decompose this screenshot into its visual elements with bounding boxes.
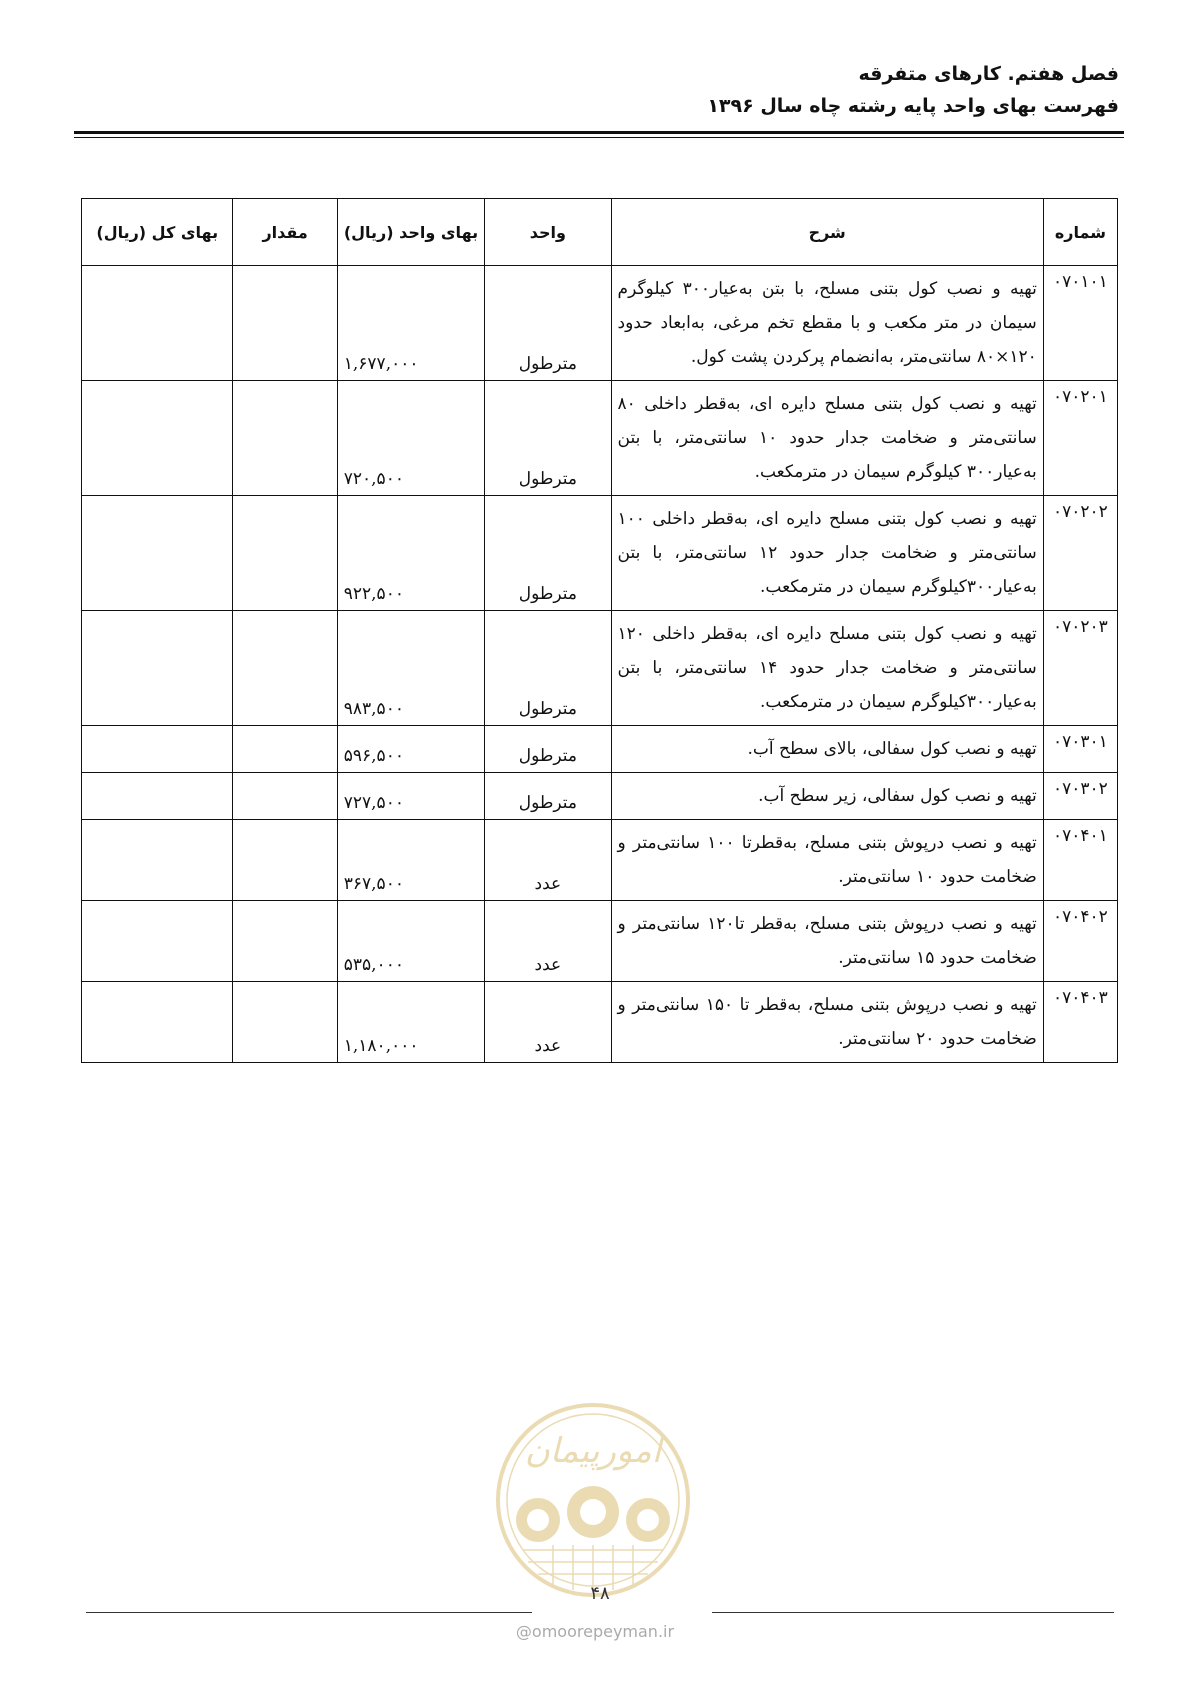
item-unit-price: ۵۹۶,۵۰۰ [337, 726, 484, 773]
item-unit-price: ۷۲۷,۵۰۰ [337, 773, 484, 820]
item-unit-price: ۵۳۵,۰۰۰ [337, 901, 484, 982]
site-watermark: @omoorepeyman.ir [515, 1622, 675, 1641]
chapter-title: فصل هفتم. کارهای متفرقه [858, 63, 1119, 85]
page-header [69, 58, 1119, 122]
table-row [82, 901, 1118, 982]
item-unit-price: ۹۸۳,۵۰۰ [337, 611, 484, 726]
item-unit: عدد [485, 820, 611, 901]
table-row [82, 611, 1118, 726]
item-number: ۰۷۰۴۰۳ [1043, 982, 1117, 1063]
item-number: ۰۷۰۴۰۱ [1043, 820, 1117, 901]
item-number: ۰۷۰۲۰۱ [1043, 381, 1117, 496]
table-header-row [82, 199, 1118, 266]
item-number: ۰۷۰۲۰۳ [1043, 611, 1117, 726]
item-unit: مترطول [485, 496, 611, 611]
column-header-description: شرح [611, 199, 1043, 266]
item-total-price [82, 820, 233, 901]
item-unit: عدد [485, 982, 611, 1063]
item-number: ۰۷۰۱۰۱ [1043, 266, 1117, 381]
column-header-unit-price: بهای واحد (ریال) [337, 199, 484, 266]
item-description: تهیه و نصب کول سفالی، زیر سطح آب. [611, 773, 1043, 820]
item-number: ۰۷۰۲۰۲ [1043, 496, 1117, 611]
item-quantity [233, 266, 337, 381]
column-header-number: شماره [1043, 199, 1117, 266]
item-description: تهیه و نصب درپوش بتنی مسلح، به‌قطرتا ۱۰۰ سانتی‌متر و ضخامت حدود ۱۰ سانتی‌متر. [611, 820, 1043, 901]
footer-rule-right [712, 1612, 1114, 1613]
item-total-price [82, 266, 233, 381]
item-description: تهیه و نصب کول بتنی مسلح دایره ای، به‌قطر داخلی ۸۰ سانتی‌متر و ضخامت جدار حدود ۱۰ سانتی‌متر، با بتن به‌عیار۳۰۰ کیلوگرم سیمان در مترمکعب. [611, 381, 1043, 496]
item-quantity [233, 381, 337, 496]
column-header-quantity: مقدار [233, 199, 337, 266]
item-number: ۰۷۰۳۰۲ [1043, 773, 1117, 820]
price-list-title: فهرست بهای واحد پایه رشته چاه سال ۱۳۹۶ [707, 95, 1119, 117]
table-row [82, 496, 1118, 611]
item-description: تهیه و نصب کول سفالی، بالای سطح آب. [611, 726, 1043, 773]
item-total-price [82, 381, 233, 496]
item-total-price [82, 901, 233, 982]
column-header-unit: واحد [485, 199, 611, 266]
item-number: ۰۷۰۴۰۲ [1043, 901, 1117, 982]
item-quantity [233, 496, 337, 611]
item-unit: مترطول [485, 773, 611, 820]
item-unit-price: ۷۲۰,۵۰۰ [337, 381, 484, 496]
footer-rule-left [86, 1612, 532, 1613]
table-row [82, 773, 1118, 820]
table-row [82, 726, 1118, 773]
header-rule-thick [74, 131, 1124, 134]
item-total-price [82, 982, 233, 1063]
item-quantity [233, 773, 337, 820]
item-unit: مترطول [485, 726, 611, 773]
item-quantity [233, 820, 337, 901]
item-unit-price: ۳۶۷,۵۰۰ [337, 820, 484, 901]
table-row [82, 982, 1118, 1063]
item-total-price [82, 496, 233, 611]
item-total-price [82, 611, 233, 726]
header-rule-thin [74, 137, 1124, 138]
item-description: تهیه و نصب درپوش بتنی مسلح، به‌قطر تا ۱۵۰ سانتی‌متر و ضخامت حدود ۲۰ سانتی‌متر. [611, 982, 1043, 1063]
item-unit-price: ۹۲۲,۵۰۰ [337, 496, 484, 611]
column-header-total-price: بهای کل (ریال) [82, 199, 233, 266]
item-number: ۰۷۰۳۰۱ [1043, 726, 1117, 773]
item-unit-price: ۱,۶۷۷,۰۰۰ [337, 266, 484, 381]
item-quantity [233, 982, 337, 1063]
item-description: تهیه و نصب کول بتنی مسلح دایره ای، به‌قطر داخلی ۱۲۰ سانتی‌متر و ضخامت جدار حدود ۱۴ سانتی‌متر، با بتن به‌عیار۳۰۰کیلوگرم سیمان در مترمکعب. [611, 611, 1043, 726]
item-unit: عدد [485, 901, 611, 982]
table-row [82, 266, 1118, 381]
item-quantity [233, 901, 337, 982]
logo-lettering: امورپیمان [524, 1431, 662, 1471]
item-quantity [233, 611, 337, 726]
item-description: تهیه و نصب کول بتنی مسلح، با بتن به‌عیار۳۰۰ کیلوگرم سیمان در متر مکعب و با مقطع تخم مرغی، به‌ابعاد حدود ۱۲۰×۸۰ سانتی‌متر، به‌انضمام پرکردن پشت کول. [611, 266, 1043, 381]
item-unit-price: ۱,۱۸۰,۰۰۰ [337, 982, 484, 1063]
omoorepeyman-logo-icon [483, 1400, 703, 1605]
item-total-price [82, 726, 233, 773]
item-description: تهیه و نصب کول بتنی مسلح دایره ای، به‌قطر داخلی ۱۰۰ سانتی‌متر و ضخامت جدار حدود ۱۲ سانتی‌متر، با بتن به‌عیار۳۰۰کیلوگرم سیمان در مترمکعب. [611, 496, 1043, 611]
item-unit: مترطول [485, 611, 611, 726]
price-table [81, 198, 1118, 1063]
item-total-price [82, 773, 233, 820]
item-unit: مترطول [485, 381, 611, 496]
table-row [82, 381, 1118, 496]
item-unit: مترطول [485, 266, 611, 381]
table-row [82, 820, 1118, 901]
item-description: تهیه و نصب درپوش بتنی مسلح، به‌قطر تا۱۲۰ سانتی‌متر و ضخامت حدود ۱۵ سانتی‌متر. [611, 901, 1043, 982]
item-quantity [233, 726, 337, 773]
page-number: ۴۸ [590, 1583, 610, 1604]
